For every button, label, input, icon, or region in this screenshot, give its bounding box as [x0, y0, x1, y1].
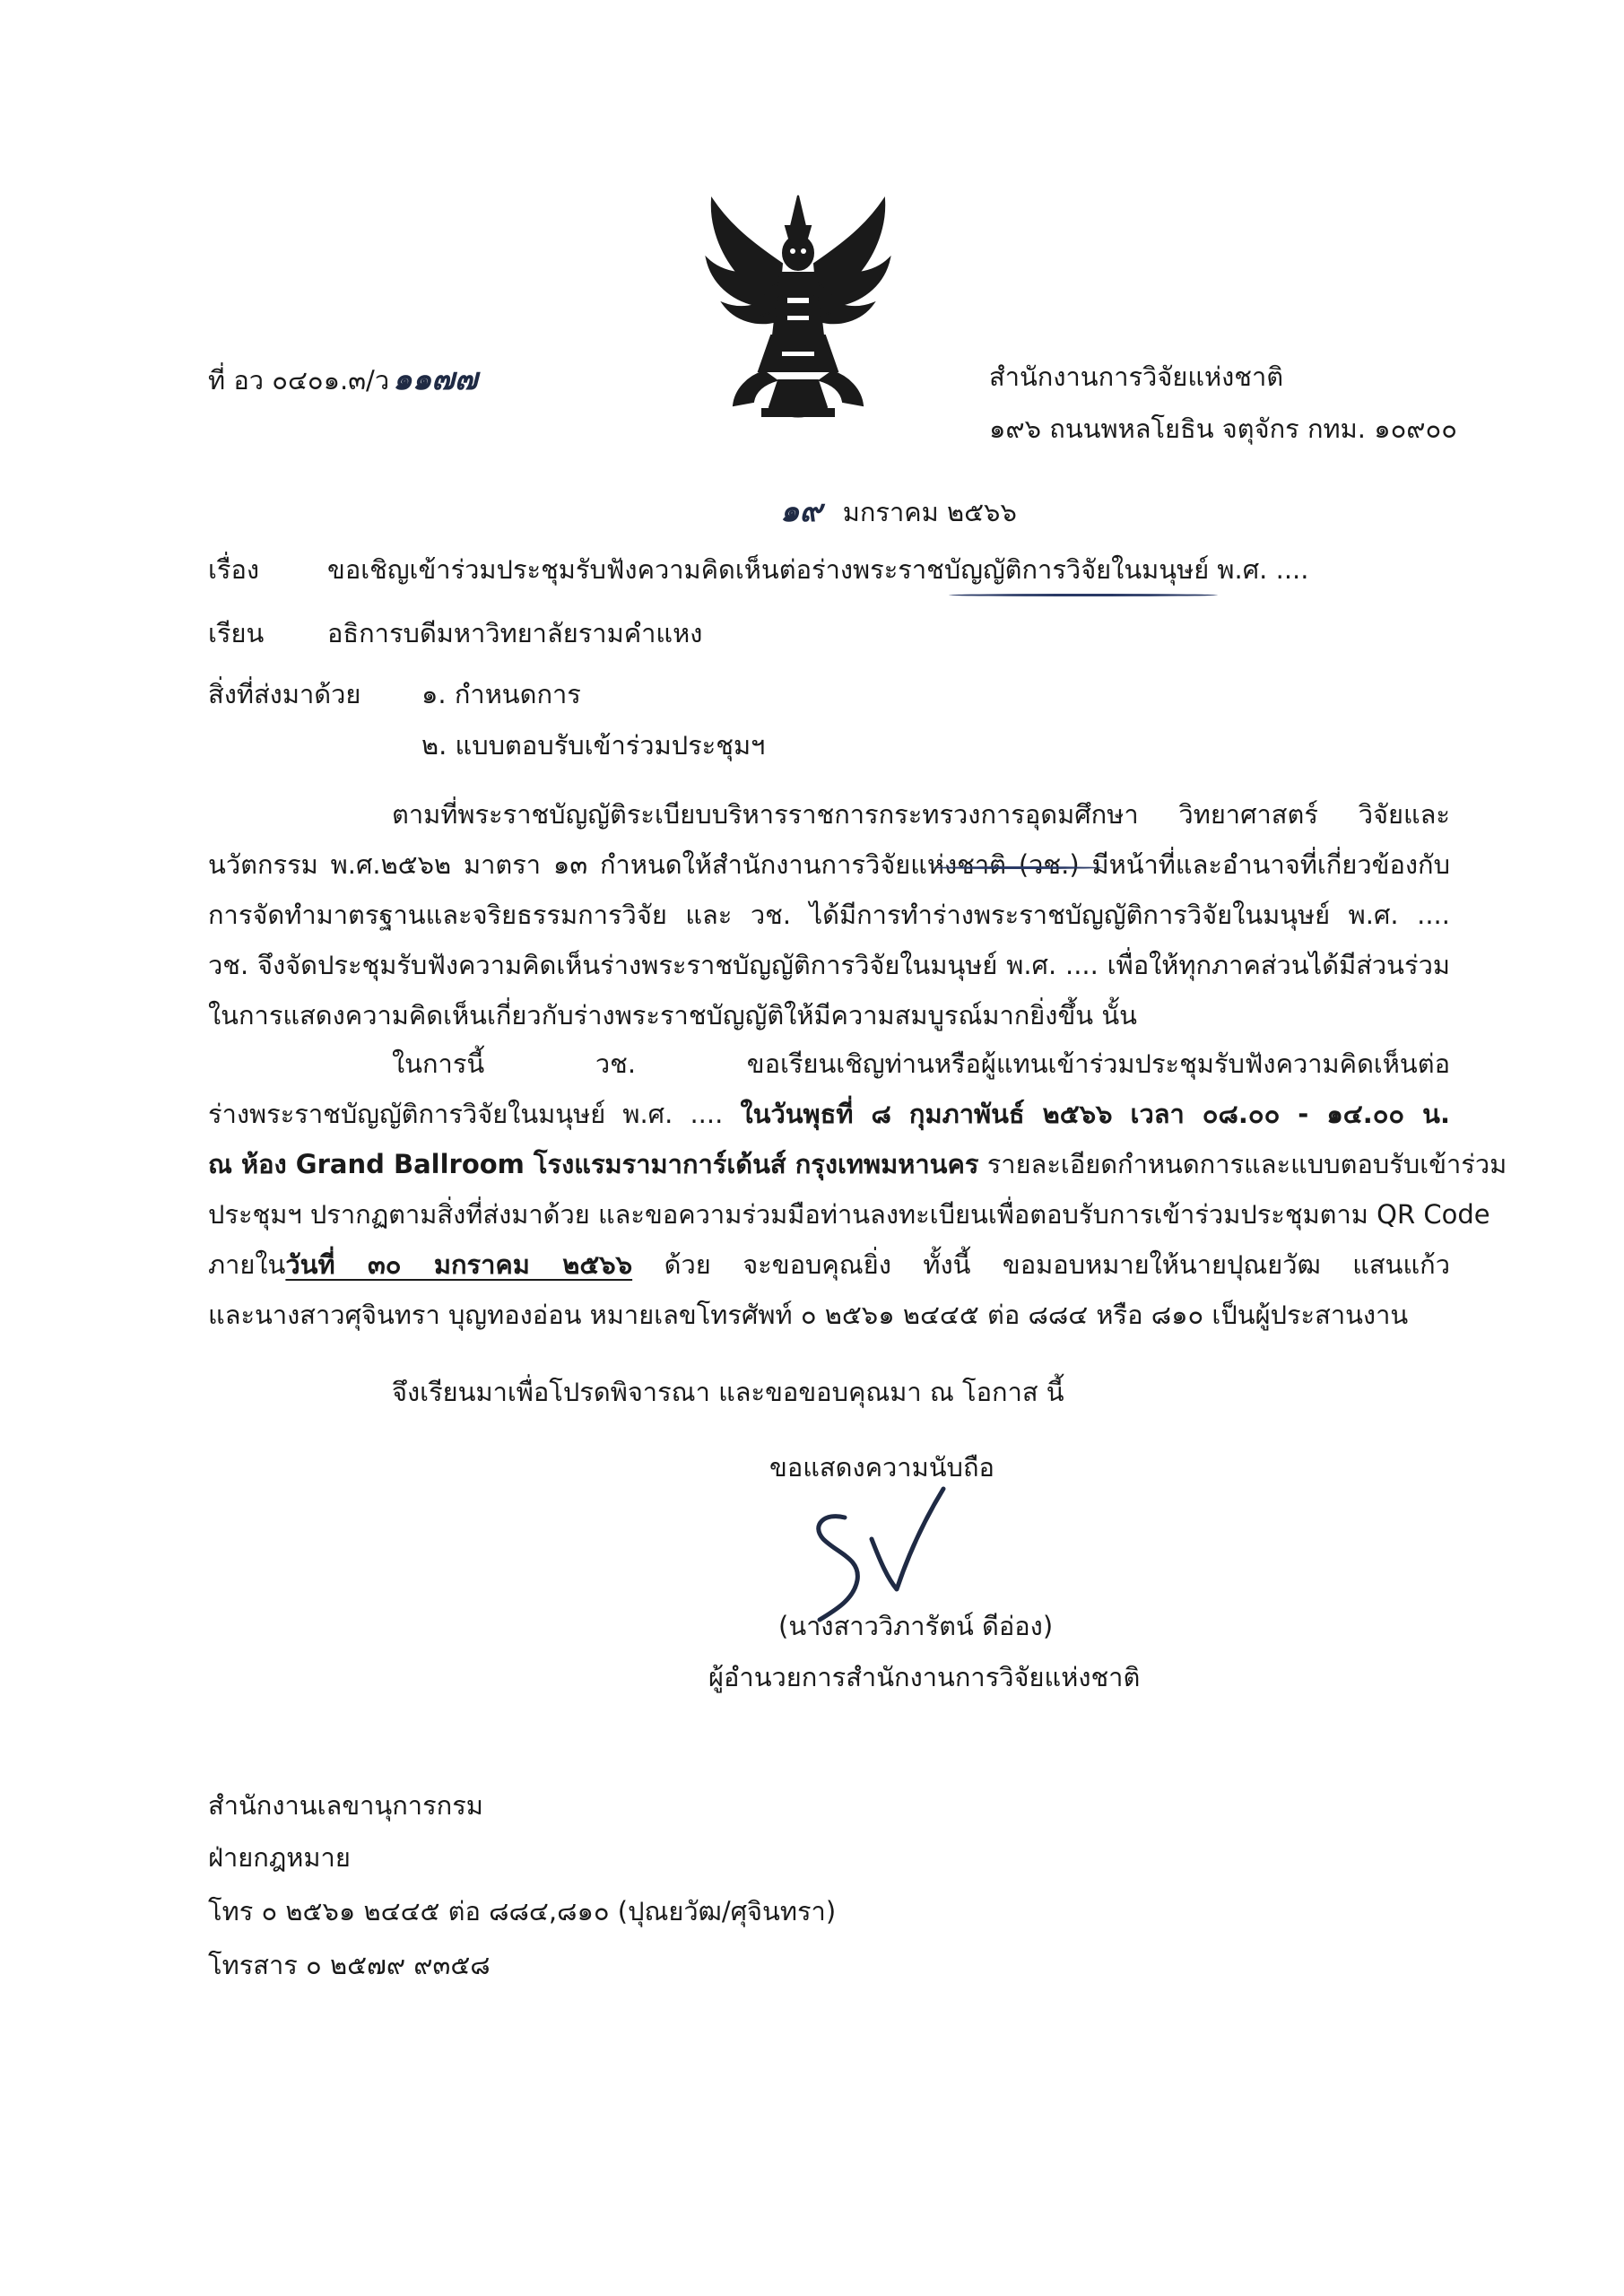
draft-act-name: ร่างพระราชบัญญัติการวิจัยในมนุษย์ พ.ศ. .... [208, 1099, 724, 1129]
coordinator-text: ด้วย จะขอบคุณยิ่ง ทั้งนี้ ขอมอบหมายให้นายปุณยวัฒ แสนแก้ว [664, 1249, 1450, 1280]
paragraph-2 [208, 1039, 1507, 1340]
letter-date [780, 493, 1017, 529]
paragraph-2-line: ประชุมฯ ปรากฏตามสิ่งที่ส่งมาด้วย และขอความร่วมมือท่านลงทะเบียนเพื่อตอบรับการเข้าร่วมประชุมตาม QR Code [208, 1199, 1490, 1230]
paragraph-2-line: และนางสาวศุจินทรา บุญทองอ่อน หมายเลขโทรศัพท์ ๐ ๒๕๖๑ ๒๔๔๕ ต่อ ๘๘๔ หรือ ๘๑๐ เป็นผู้ประสานงาน [208, 1300, 1409, 1330]
paragraph-1 [208, 789, 1450, 1040]
paragraph-1-line: การจัดทำมาตรฐานและจริยธรรมการวิจัย และ วช. ได้มีการทำร่างพระราชบัญญัติการวิจัยในมนุษย์ พ.ศ. .... [208, 900, 1450, 930]
paragraph-2-line [208, 1089, 1450, 1139]
reference-number [208, 361, 478, 397]
paragraph-2-line [208, 1139, 1507, 1189]
reference-handwritten: ๑๑๗๗ [393, 361, 478, 397]
sender-address: ๑๙๖ ถนนพหลโยธิน จตุจักร กทม. ๑๐๙๐๐ [989, 413, 1457, 444]
date-month-year: มกราคม ๒๕๖๖ [842, 497, 1017, 527]
registration-deadline: วันที่ ๓๐ มกราคม ๒๕๖๖ [285, 1249, 633, 1280]
meeting-venue: ณ ห้อง Grand Ballroom โรงแรมรามาการ์เด้นส์ กรุงเทพมหานคร [208, 1149, 979, 1179]
enclosures-label: สิ่งที่ส่งมาด้วย [208, 679, 361, 709]
date-day-handwritten: ๑๙ [780, 493, 822, 529]
paragraph-2-line: ในการนี้ วช. ขอเรียนเชิญท่านหรือผู้แทนเข้าร่วมประชุมรับฟังความคิดเห็นต่อ [392, 1048, 1450, 1079]
footer-fax: โทรสาร ๐ ๒๕๗๙ ๙๓๕๘ [208, 1950, 491, 1980]
reference-printed: ที่ อว ๐๔๐๑.๓/ว [208, 365, 390, 396]
recipient-label: เรียน [208, 618, 265, 648]
meeting-date-time: ในวันพุธที่ ๘ กุมภาพันธ์ ๒๕๖๖ เวลา ๐๘.๐๐ - ๑๔.๐๐ น. [740, 1099, 1450, 1129]
enclosure-item: ๒. แบบตอบรับเข้าร่วมประชุมฯ [421, 730, 766, 761]
subject-text: ขอเชิญเข้าร่วมประชุมรับฟังความคิดเห็นต่อร่างพระราชบัญญัติการวิจัยในมนุษย์ พ.ศ. .... [327, 554, 1309, 585]
closing-line: จึงเรียนมาเพื่อโปรดพิจารณา และขอขอบคุณมา ณ โอกาส นี้ [392, 1377, 1064, 1407]
paragraph-1-line: ตามที่พระราชบัญญัติระเบียบบริหารราชการกระทรวงการอุดมศึกษา วิทยาศาสตร์ วิจัยและ [392, 799, 1450, 830]
subject-label: เรื่อง [208, 554, 260, 585]
signatory-position: ผู้อำนวยการสำนักงานการวิจัยแห่งชาติ [708, 1662, 1141, 1692]
signatory-name: (นางสาววิภารัตน์ ดีอ่อง) [778, 1611, 1054, 1641]
footer-department: สำนักงานเลขานุการกรม [208, 1790, 483, 1821]
closing-regards: ขอแสดงความนับถือ [769, 1452, 994, 1483]
deadline-prefix: ภายใน [208, 1249, 286, 1280]
paragraph-1-line: ในการแสดงความคิดเห็นเกี่ยวกับร่างพระราชบัญญัติให้มีความสมบูรณ์มากยิ่งขึ้น นั้น [208, 1000, 1137, 1031]
footer-section: ฝ่ายกฎหมาย [208, 1842, 351, 1873]
footer-phone: โทร ๐ ๒๕๖๑ ๒๔๔๕ ต่อ ๘๘๔,๘๑๐ (ปุณยวัฒ/ศุจินทรา) [208, 1896, 837, 1926]
subject-underline-mark [949, 594, 1218, 596]
sender-office: สำนักงานการวิจัยแห่งชาติ [989, 361, 1284, 392]
paragraph-1-line: นวัตกรรม พ.ศ.๒๕๖๒ มาตรา ๑๓ กำหนดให้สำนักงานการวิจัยแห่งชาติ (วช.) มีหน้าที่และอำนาจที่เกี่ยวข้องกับ [208, 849, 1450, 880]
recipient-text: อธิการบดีมหาวิทยาลัยรามคำแหง [327, 618, 703, 648]
paragraph-1-underline-mark [933, 866, 1103, 869]
paragraph-1-line: วช. จึงจัดประชุมรับฟังความคิดเห็นร่างพระราชบัญญัติการวิจัยในมนุษย์ พ.ศ. .... เพื่อให้ทุกภาคส่วนได้มีส่วนร่วม [208, 950, 1450, 980]
enclosure-item: ๑. กำหนดการ [421, 679, 581, 709]
garuda-emblem [699, 190, 897, 422]
details-text: รายละเอียดกำหนดการและแบบตอบรับเข้าร่วม [986, 1149, 1507, 1179]
paragraph-2-line [208, 1239, 1450, 1290]
